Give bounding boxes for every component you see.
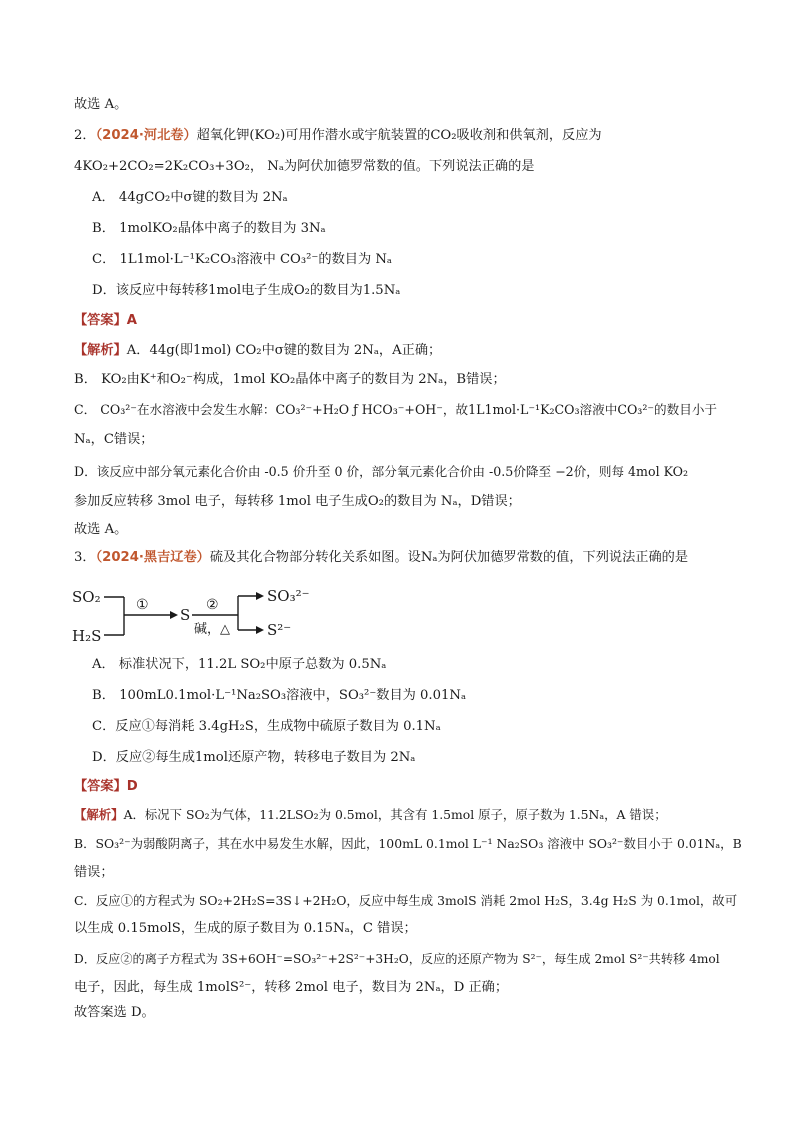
analysis-line: C． CO₃²⁻在水溶液中会发生水解：CO₃²⁻+H₂O ƒ HCO₃⁻+OH⁻，故1L1mol·L⁻¹K₂CO₃溶液中CO₃²⁻的数目小于: [74, 402, 718, 417]
diagram-intermediate-s: S: [180, 606, 191, 624]
diagram-reactant-so2: SO₂: [72, 588, 101, 606]
diagram-condition: 碱，△: [194, 622, 230, 637]
question-source: （2024·黑吉辽卷）: [95, 550, 210, 565]
analysis-line: 以生成 0.15molS，生成的原子数目为 0.15Nₐ，C 错误；: [74, 921, 417, 936]
analysis-line: B．SO₃²⁻为弱酸阴离子，其在水中易发生水解，因此，100mL 0.1mol L⁻¹ Na₂SO₃ 溶液中 SO₃²⁻数目小于 0.01Nₐ，B: [74, 836, 742, 851]
answer-label: 【答案】A: [74, 313, 137, 328]
sulfur-conversion-diagram: [66, 578, 326, 648]
question-text: 超氧化钾(KO₂)可用作潜水或宇航装置的CO₂吸收剂和供氧剂，反应为: [196, 128, 602, 143]
analysis-tag: 【解析】: [74, 343, 127, 358]
analysis-line: 错误；: [74, 865, 114, 880]
diagram-step-2: ②: [206, 597, 219, 613]
analysis-line: Nₐ，C错误；: [74, 432, 154, 447]
question-3-stem: [74, 549, 688, 567]
analysis-tag: 【解析】: [74, 807, 124, 822]
analysis-line: [74, 342, 441, 360]
question-2-stem: [74, 127, 602, 145]
option-b: B． 1molKO₂晶体中离子的数目为 3Nₐ: [92, 221, 326, 236]
analysis-line: 电子，因此，每生成 1molS²⁻，转移 2mol 电子，数目为 2Nₐ，D 正确；: [74, 980, 509, 995]
conclusion-line-q3: 故答案选 D。: [74, 1005, 155, 1020]
option-d: D．该反应中每转移1mol电子生成O₂的数目为1.5Nₐ: [92, 283, 401, 298]
question-source: （2024·河北卷）: [95, 128, 197, 143]
conclusion-line-q1: 故选 A。: [74, 97, 128, 112]
diagram-product-so3: SO₃²⁻: [267, 587, 310, 605]
diagram-reactant-h2s: H₂S: [72, 627, 102, 645]
question-number: 3．: [74, 550, 96, 565]
analysis-line: B． KO₂由K⁺和O₂⁻构成，1mol KO₂晶体中离子的数目为 2Nₐ，B错误；: [74, 372, 506, 387]
option-a: A． 44gCO₂中σ键的数目为 2Nₐ: [92, 190, 288, 205]
arrowhead-icon: [170, 611, 178, 619]
question-2-equation: 4KO₂+2CO₂=2K₂CO₃+3O₂， Nₐ为阿伏加德罗常数的值。下列说法正确的是: [74, 159, 535, 174]
diagram-step-1: ①: [136, 597, 149, 613]
answer-label: 【答案】D: [74, 779, 138, 794]
analysis-line: [74, 806, 667, 824]
arrowhead-icon: [256, 592, 264, 600]
option-d: D．反应②每生成1mol还原产物，转移电子数目为 2Nₐ: [92, 750, 416, 765]
analysis-line: D．该反应中部分氧元素化合价由 -0.5 价升至 0 价，部分氧元素化合价由 -0.5价降至 −2价，则每 4mol KO₂: [74, 464, 689, 479]
analysis-text: A．标况下 SO₂为气体，11.2LSO₂为 0.5mol，其含有 1.5mol 原子，原子数为 1.5Nₐ，A 错误；: [123, 807, 667, 822]
arrowhead-icon: [256, 626, 264, 634]
option-c: C． 1L1mol·L⁻¹K₂CO₃溶液中 CO₃²⁻的数目为 Nₐ: [92, 252, 392, 267]
analysis-line: 参加反应转移 3mol 电子，每转移 1mol 电子生成O₂的数目为 Nₐ，D错误；: [74, 494, 521, 509]
question-text: 硫及其化合物部分转化关系如图。设Nₐ为阿伏加德罗常数的值，下列说法正确的是: [209, 550, 689, 565]
option-c: C．反应①每消耗 3.4gH₂S，生成物中硫原子数目为 0.1Nₐ: [92, 719, 441, 734]
analysis-line: C．反应①的方程式为 SO₂+2H₂S=3S↓+2H₂O，反应中每生成 3molS 消耗 2mol H₂S，3.4g H₂S 为 0.1mol，故可: [74, 893, 738, 908]
conclusion-line-q2: 故选 A。: [74, 522, 128, 537]
analysis-line: D．反应②的离子方程式为 3S+6OH⁻=SO₃²⁻+2S²⁻+3H₂O，反应的还原产物为 S²⁻，每生成 2mol S²⁻共转移 4mol: [74, 952, 720, 966]
diagram-product-s2: S²⁻: [267, 621, 292, 639]
analysis-text: A．44g(即1mol) CO₂中σ键的数目为 2Nₐ，A正确；: [126, 343, 442, 358]
option-a: A． 标准状况下，11.2L SO₂中原子总数为 0.5Nₐ: [92, 657, 387, 672]
option-b: B． 100mL0.1mol·L⁻¹Na₂SO₃溶液中，SO₃²⁻数目为 0.01Nₐ: [92, 688, 467, 703]
question-number: 2．: [74, 128, 96, 143]
